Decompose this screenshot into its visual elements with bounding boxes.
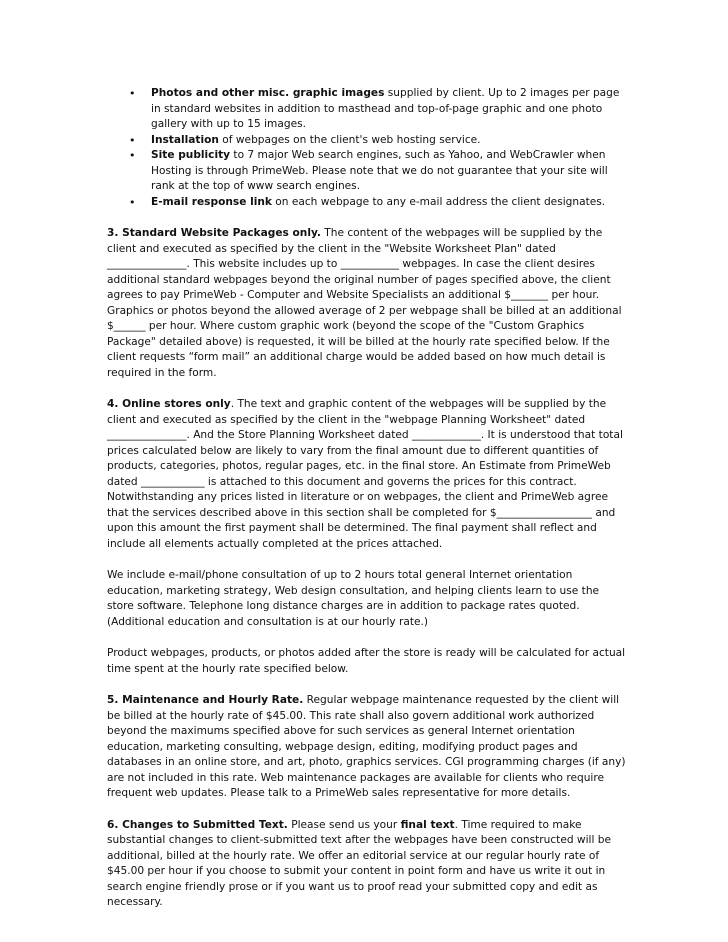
section-online-stores — [107, 397, 627, 552]
bullet-bold-label: Photos and other misc. graphic images — [151, 87, 385, 99]
section-heading: 3. Standard Website Packages only. — [107, 227, 321, 239]
bullet-item-site-publicity — [107, 148, 627, 195]
section-standard-website-packages — [107, 226, 627, 381]
bullet-item-email-link — [107, 195, 627, 211]
section-body: . Time required to make substantial changes to client-submitted text after the webpages have been constructed will be additional, billed at the hourly rate. We offer an editorial service at our regular hourly rate of $45.00 per hour if you choose to submit your content in point form and have us write it out in search engine friendly prose or if you want us to proof read your submitted copy and edit as necessary. — [107, 818, 612, 908]
paragraph-consultation: We include e-mail/phone consultation of up to 2 hours total general Internet orientation education, marketing strategy, Web design consultation, and helping clients learn to use the store software. Telephone long distance charges are in addition to package rates quoted. (Additional education and consultation is at our hourly rate.) — [107, 569, 600, 628]
section-maintenance-hourly-rate — [107, 693, 627, 802]
bullet-item-photos — [107, 86, 627, 133]
section-heading: 6. Changes to Submitted Text. — [107, 818, 288, 831]
section-heading: 5. Maintenance and Hourly Rate. — [107, 694, 304, 706]
bullet-text: supplied by client. Up to 2 images per page in standard websites in addition to masthead and top-of-page graphic and one photo gallery with up to 15 images. — [151, 87, 620, 130]
bullet-dot: • — [129, 149, 136, 162]
bullet-bold-label: Installation — [151, 133, 219, 146]
bullet-text: on each webpage to any e-mail address the client designates. — [271, 195, 606, 208]
bullet-bold-label: E-mail response link — [151, 195, 272, 208]
section-body: The content of the webpages will be supplied by the client and executed as specified by the client in the "Website Worksheet Plan" dated _______________. This website includes up to ___________ webpages. In case the client desires additional standard webpages beyond the original number of pages specified above, the client agrees to pay PrimeWeb - Computer and Website Specialists an additional $_______ per hour. Graphics or photos beyond the allowed average of 2 per webpage shall be billed at an additional $______ per hour. Where custom graphic work (beyond the scope of the "Custom Graphics Package" detailed above) is requested, it will be billed at the hourly rate specified below. If the client requests “form mail” an additional charge would be added based on how much detail is required in the form. — [107, 227, 622, 379]
final-text-emphasis: final text — [400, 818, 455, 831]
bullet-dot: • — [129, 87, 136, 100]
section-body: Please send us your — [287, 818, 401, 831]
document-page — [107, 86, 627, 911]
bullet-bold-label: Site publicity — [151, 149, 231, 161]
section-body: Regular webpage maintenance requested by the client will be billed at the hourly rate of $45.00. This rate shall also govern additional work authorized beyond the maximums specified above for such services as general Internet orientation education, marketing consulting, webpage design, editing, modifying product pages and databases in an online store, and art, photo, graphics services. CGI programming charges (if any) are not included in this rate. Web maintenance packages are available for clients who require frequent web updates. Please talk to a PrimeWeb sales representative for more details. — [107, 694, 626, 799]
section-heading: 4. Online stores only — [107, 398, 231, 410]
bullet-dot: • — [129, 195, 136, 209]
section-body: . The text and graphic content of the webpages will be supplied by the client and executed as specified by the client in the "webpage Planning Worksheet" dated _______________. And the Store Planning Worksheet dated _____________. It is understood that total prices calculated below are likely to vary from the final amount due to different quantities of products, categories, photos, regular pages, etc. in the final store. An Estimate from PrimeWeb dated ____________ is attached to this document and governs the prices for this contract. Notwithstanding any prices listed in literature or on webpages, the client and PrimeWeb agree that the services described above in this section shall be completed for $__________________ and upon this amount the first payment shall be determined. The final payment shall reflect and include all elements actually completed at the prices attached. — [107, 398, 623, 550]
bullet-text: of webpages on the client's web hosting service. — [218, 133, 481, 146]
bullet-dot: • — [129, 133, 136, 147]
bullet-item-installation — [107, 133, 627, 149]
services-bullet-list — [107, 86, 627, 210]
section-changes-submitted-text — [107, 818, 627, 911]
paragraph-product-webpages: Product webpages, products, or photos added after the store is ready will be calculated for actual time spent at the hourly rate specified below. — [107, 647, 626, 675]
bullet-text: to 7 major Web search engines, such as Yahoo, and WebCrawler when Hosting is through PrimeWeb. Please note that we do not guarantee that your site will rank at the top of www search engines. — [151, 149, 608, 192]
